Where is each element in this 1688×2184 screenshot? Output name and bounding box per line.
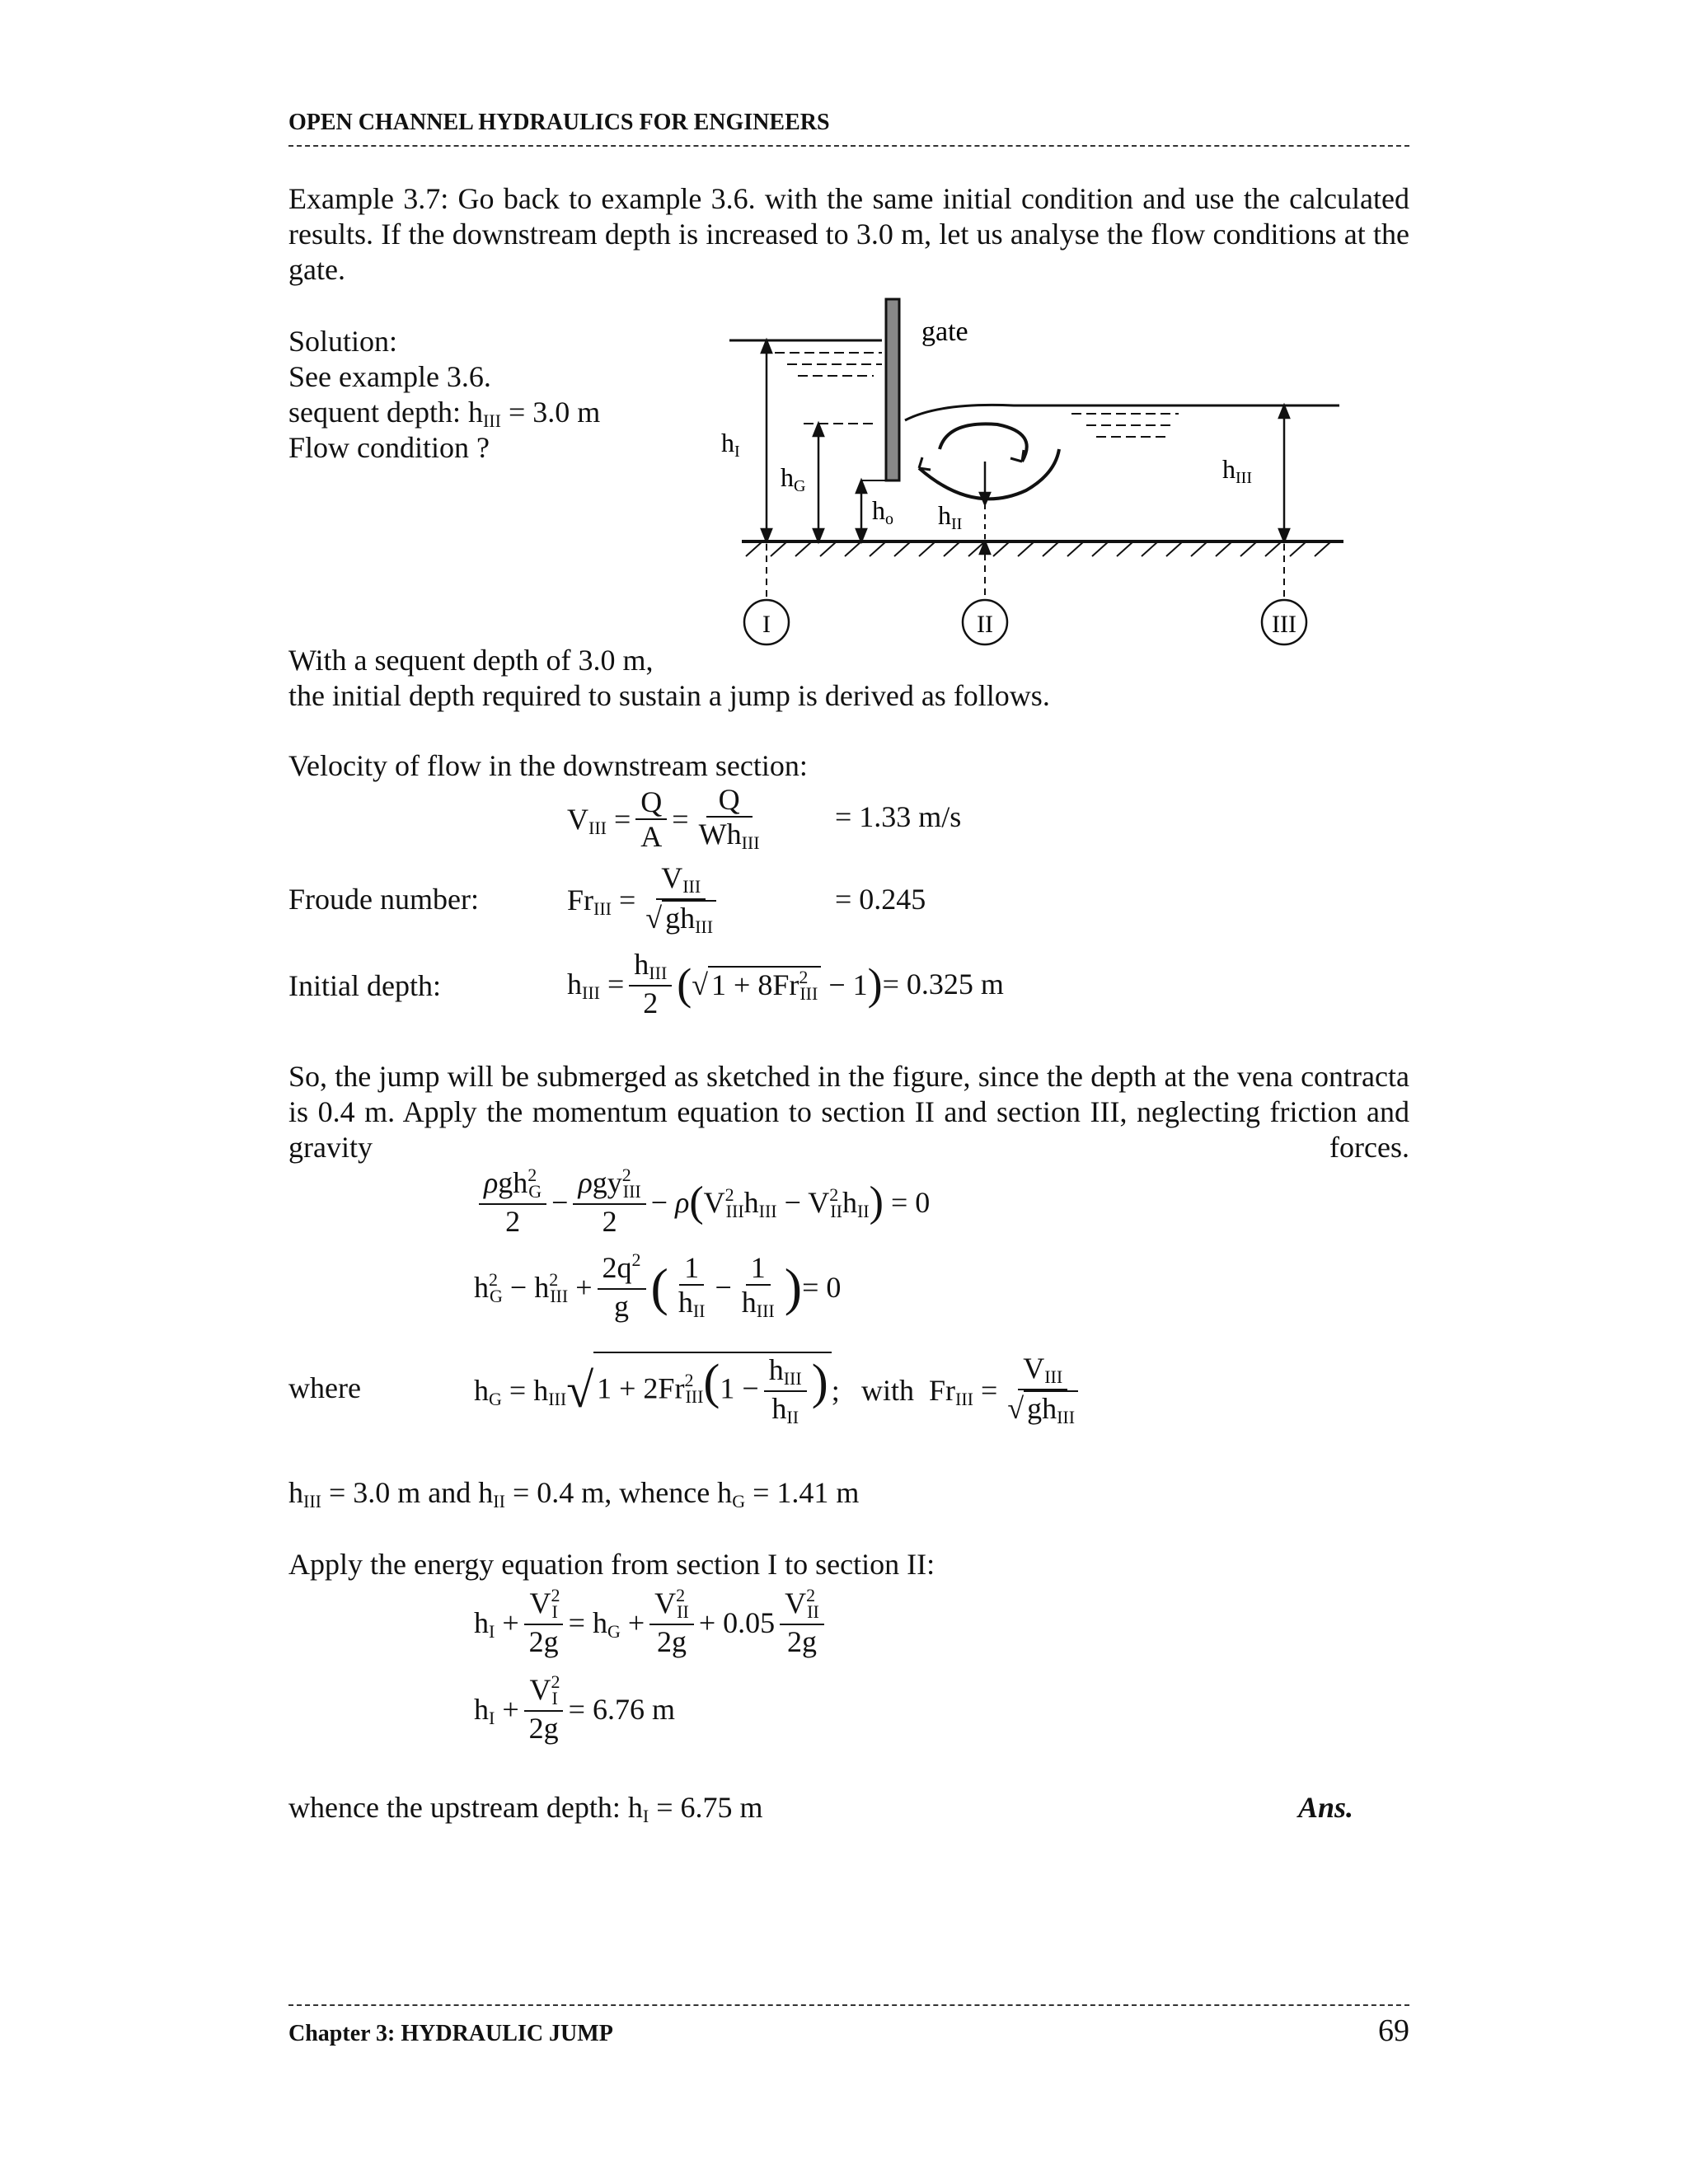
downstream-water-surface: [905, 405, 1339, 420]
solution-see-example: See example 3.6.: [288, 360, 491, 393]
footer-divider: [288, 2004, 1409, 2006]
given-values-line: hIII = 3.0 m and hII = 0.4 m, whence hG = 1.41 m: [288, 1476, 860, 1511]
energy-equation-1: hI + $\frac{V^2I}{2g}$ = hG + $\frac{V^2II}{2g}$ + 0.05 $\frac{V^2II}{2g}$: [474, 1586, 829, 1658]
section-III-label: III: [1272, 611, 1296, 638]
answer-line: whence the upstream depth: hI = 6.75 m: [288, 1791, 763, 1826]
solution-label: Solution:: [288, 325, 398, 358]
intro-line-1: With a sequent depth of 3.0 m,: [288, 644, 654, 677]
roller-upper: [940, 424, 1027, 462]
velocity-label: Velocity of flow in the downstream section:: [288, 749, 808, 782]
froude-result: = 0.245: [835, 883, 926, 916]
momentum-equation-1: $\frac{\rho gh^2G}{2}$ − $\frac{\rho gy^2III}{2}$ − ρ ( $V^2IIIhIII$ − $V^2IIhII$ ) = 0: [474, 1166, 930, 1238]
submerged-jump-paragraph: So, the jump will be submerged as sketched in the figure, since the depth at the vena contracta is 0.4 m. Apply the momentum equation to section II and section III, neglecting friction and gravity forces.: [288, 1060, 1409, 1164]
where-label: where: [288, 1371, 361, 1404]
initial-depth-label: Initial depth:: [288, 969, 441, 1002]
initial-depth-equation: hIII = $\frac{\text{hIII}}{2}$ ( √ $1 + 8Fr^2III - 1$ ) = 0.325 m: [567, 948, 1004, 1019]
header-divider: [288, 145, 1409, 147]
solution-sequent-depth: sequent depth: hIII = 3.0 m: [288, 396, 601, 431]
energy-equation-2: hI + $\frac{V^2I}{2g}$ = 6.76 m: [474, 1671, 675, 1745]
section-lines: [767, 544, 1284, 600]
section-II-label: II: [977, 611, 993, 638]
label-h1: hI: [721, 428, 740, 461]
bed-hatching: [746, 541, 1331, 556]
upstream-surface-hatch: [775, 353, 882, 424]
downstream-surface-hatch: [1071, 414, 1179, 437]
gate-label: gate: [921, 316, 968, 347]
hg-equation: hG = hIII √ $1 + 2Fr^2III(1$ − $\frac{\text{hIII}}{\text{hII}}$ ) ;: [474, 1353, 840, 1427]
footer-chapter: Chapter 3: HYDRAULIC JUMP: [288, 2021, 613, 2046]
label-hG: hG: [781, 462, 806, 495]
hydraulic-jump-figure: [709, 293, 1360, 647]
velocity-equation: VIII = $\frac{Q}{A}$ = $\frac{Q}{\text{WhIII}}$: [567, 783, 760, 853]
energy-label: Apply the energy equation from section I to section II:: [288, 1548, 935, 1581]
hg-froude-definition: with FrIII = $\frac{\text{VIII}}{\text{√ ghIII}}$: [861, 1352, 1088, 1429]
froude-label: Froude number:: [288, 883, 479, 916]
example-paragraph: Example 3.7: Go back to example 3.6. with the same initial condition and use the calculated results. If the downstream depth is increased to 3.0 m, let us analyse the flow conditions at the gate.: [288, 182, 1409, 286]
momentum-equation-2: $h^2G - h^2III$ + $\frac{2q^2}{g}$ ( $\frac{1}{\text{hII}}$ − $\frac{1}{\text{hIII}}$ ) = 0: [474, 1249, 842, 1323]
section-I-label: I: [762, 611, 771, 638]
velocity-result: = 1.33 m/s: [835, 800, 962, 833]
label-hIII: hIII: [1222, 454, 1252, 487]
roller-lower: [919, 449, 1059, 499]
running-header: OPEN CHANNEL HYDRAULICS FOR ENGINEERS: [288, 110, 830, 135]
sluice-gate: [886, 299, 899, 480]
label-ho: ho: [872, 495, 893, 528]
answer-marker: Ans.: [1298, 1791, 1354, 1824]
solution-flow-condition: Flow condition ?: [288, 431, 490, 464]
page-number: 69: [1378, 2013, 1409, 2048]
froude-equation: FrIII = $\frac{\text{VIII}}{\text{√ ghIII}}$: [567, 861, 726, 939]
intro-line-2: the initial depth required to sustain a jump is derived as follows.: [288, 679, 1050, 712]
label-hII: hII: [938, 500, 963, 533]
